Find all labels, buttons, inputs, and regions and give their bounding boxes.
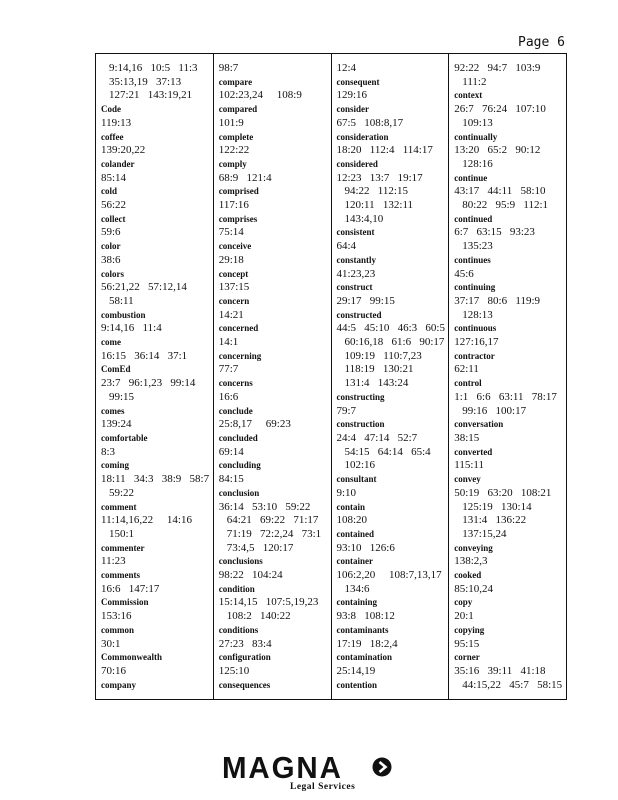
page-line-reference: 26:7 76:24 107:10 [454, 103, 546, 116]
index-term: continues [454, 254, 491, 265]
index-term: comprised [218, 186, 259, 197]
page-line-reference: 143:4,10 [344, 212, 384, 225]
index-term: continuing [454, 282, 496, 293]
page-line-reference: 85:10,24 [454, 582, 494, 595]
page-line-reference: 50:19 63:20 108:21 [454, 486, 552, 499]
index-term: consultant [336, 474, 377, 485]
logo-wordmark: MAGNA [222, 750, 343, 785]
index-term: construct [336, 282, 373, 293]
page-line-reference: 23:7 96:1,23 99:14 [101, 377, 196, 390]
index-term: consideration [336, 131, 389, 142]
page-line-reference: 60:16,18 61:6 90:17 [344, 336, 445, 349]
index-term: complete [218, 131, 254, 142]
index-term: constantly [336, 254, 377, 265]
index-term: conversation [454, 419, 504, 430]
index-term: contamination [336, 652, 393, 663]
index-term: compared [218, 104, 258, 115]
page-line-reference: 43:17 44:11 58:10 [454, 185, 546, 198]
index-term: comprises [218, 213, 258, 224]
index-term: concept [218, 268, 249, 279]
page-line-reference: 16:6 147:17 [101, 582, 160, 595]
index-term: containing [336, 597, 378, 608]
page-line-reference: 20:1 [454, 610, 474, 623]
page-line-reference: 125:10 [218, 664, 250, 677]
index-term: comment [101, 501, 137, 512]
page-line-reference: 24:4 47:14 52:7 [336, 431, 418, 444]
page-line-reference: 135:23 [462, 240, 493, 253]
page-line-reference: 69:14 [218, 445, 244, 458]
index-term: condition [218, 583, 255, 594]
page-line-reference: 118:19 130:21 [344, 363, 414, 376]
page-line-reference: 13:20 65:2 90:12 [454, 144, 541, 157]
page-line-reference: 85:14 [101, 171, 127, 184]
page-line-reference: 109:19 110:7,23 [344, 349, 422, 362]
page-line-reference: 137:15,24 [462, 527, 507, 540]
page-line-reference: 30:1 [101, 637, 121, 650]
page-line-reference: 62:11 [454, 363, 479, 376]
page-line-reference: 59:6 [101, 226, 121, 239]
page-line-reference: 93:8 108:12 [336, 610, 395, 623]
index-term: come [101, 337, 121, 348]
page-line-reference: 84:15 [218, 473, 244, 486]
page-line-reference: 117:16 [218, 199, 249, 212]
page-line-reference: 25:14,19 [336, 664, 376, 677]
page-line-reference: 64:21 69:22 71:17 [226, 514, 319, 527]
page-number: Page 6 [518, 35, 565, 50]
page-line-reference: 56:21,22 57:12,14 [101, 281, 187, 294]
page-line-reference: 109:13 [462, 116, 493, 129]
page-line-reference: 139:20,22 [101, 144, 146, 157]
index-term: color [101, 241, 121, 252]
page-line-reference: 36:14 53:10 59:22 [218, 500, 311, 513]
index-term: copying [454, 624, 485, 635]
index-term: concluding [218, 460, 261, 471]
page-line-reference: 44:5 45:10 46:3 60:5 [336, 322, 445, 335]
index-term: control [454, 378, 482, 389]
page-line-reference: 27:23 83:4 [218, 637, 272, 650]
index-term: convey [454, 474, 481, 485]
page-line-reference: 71:19 72:2,24 73:1 [226, 527, 322, 540]
page-line-reference: 94:22 112:15 [344, 185, 408, 198]
page-line-reference: 8:3 [101, 445, 116, 458]
page-line-reference: 35:16 39:11 41:18 [454, 664, 546, 677]
index-term: conclusion [218, 487, 260, 498]
page-line-reference: 73:4,5 120:17 [226, 541, 294, 554]
index-term: consider [336, 104, 369, 115]
page-line-reference: 131:4 136:22 [462, 514, 527, 527]
index-term: constructing [336, 391, 385, 402]
page-line-reference: 68:9 121:4 [218, 171, 272, 184]
page-line-reference: 44:15,22 45:7 58:15 [462, 678, 563, 691]
page-line-reference: 93:10 126:6 [336, 541, 395, 554]
index-term: comes [101, 405, 125, 416]
page-line-reference: 59:22 [109, 486, 135, 499]
logo-subtitle: Legal Services [290, 782, 356, 792]
page-line-reference: 139:24 [101, 418, 132, 431]
page-line-reference: 129:16 [336, 89, 368, 102]
page-line-reference: 9:14,16 10:5 11:3 [109, 62, 198, 74]
page-line-reference: 35:13,19 37:13 [109, 75, 182, 88]
index-term: consistent [336, 227, 375, 238]
page-line-reference: 122:22 [218, 144, 250, 157]
index-term: copy [454, 597, 473, 608]
index-term: comments [101, 570, 140, 581]
index-term: continued [454, 213, 493, 224]
page-line-reference: 38:6 [101, 253, 121, 266]
page-line-reference: 92:22 94:7 103:9 [454, 62, 541, 74]
index-term: converted [454, 446, 493, 457]
page-line-reference: 102:23,24 108:9 [218, 89, 302, 102]
page-line-reference: 18:20 112:4 114:17 [336, 144, 433, 157]
page-line-reference: 127:21 143:19,21 [109, 89, 193, 102]
index-term: contain [336, 501, 366, 512]
page-line-reference: 1:1 6:6 63:11 78:17 [454, 390, 557, 403]
page-line-reference: 79:7 [336, 404, 357, 417]
page-line-reference: 14:1 [218, 336, 239, 349]
page-line-reference: 128:16 [462, 157, 493, 170]
index-column-1 [96, 54, 214, 699]
index-term: collect [101, 213, 126, 224]
page-line-reference: 119:13 [101, 116, 132, 129]
page-line-reference: 17:19 18:2,4 [336, 637, 398, 650]
index-term: Commonwealth [101, 652, 162, 663]
index-term: conclude [218, 405, 253, 416]
index-term: compare [218, 76, 253, 87]
page-line-reference: 45:6 [454, 267, 474, 280]
page-line-reference: 128:13 [462, 308, 493, 321]
index-term: commenter [101, 542, 145, 553]
index-term: cold [101, 186, 118, 197]
page-line-reference: 9:10 [336, 486, 357, 499]
index-term: continuous [454, 323, 497, 334]
page-line-reference: 80:22 95:9 112:1 [462, 199, 549, 212]
magna-logo [222, 752, 394, 794]
page-line-reference: 11:14,16,22 14:16 [101, 514, 192, 527]
page-line-reference: 108:2 140:22 [226, 610, 291, 623]
index-term: conceive [218, 241, 252, 252]
index-term: continually [454, 131, 498, 142]
page-line-reference: 64:4 [336, 240, 357, 253]
index-term: Code [101, 104, 121, 115]
index-term: ComEd [101, 364, 131, 375]
page-line-reference: 12:4 [336, 62, 357, 74]
page-line-reference: 75:14 [218, 226, 244, 239]
page-line-reference: 138:2,3 [454, 555, 488, 568]
index-term: concluded [218, 432, 258, 443]
index-term: coffee [101, 131, 124, 142]
page-line-reference: 9:14,16 11:4 [101, 322, 162, 335]
page-line-reference: 95:15 [454, 637, 480, 650]
index-term: concerned [218, 323, 259, 334]
index-column-2 [214, 54, 332, 699]
index-term: construction [336, 419, 385, 430]
page-line-reference: 54:15 64:14 65:4 [344, 445, 431, 458]
page-line-reference: 98:7 [218, 62, 239, 74]
index-term: concerning [218, 350, 262, 361]
index-term: colander [101, 158, 135, 169]
index-term: consequent [336, 76, 380, 87]
page-line-reference: 127:16,17 [454, 336, 499, 349]
page-line-reference: 70:16 [101, 664, 127, 677]
page-line-reference: 108:20 [336, 514, 368, 527]
page-line-reference: 106:2,20 108:7,13,17 [336, 569, 442, 582]
arrow-circle-icon [372, 757, 392, 777]
index-term: company [101, 679, 137, 690]
page-line-reference: 99:16 100:17 [462, 404, 527, 417]
page-line-reference: 111:2 [462, 75, 487, 88]
page-line-reference: 120:11 132:11 [344, 199, 414, 212]
page-line-reference: 15:14,15 107:5,19,23 [218, 596, 319, 609]
page-line-reference: 58:11 [109, 294, 134, 307]
page-line-reference: 115:11 [454, 459, 484, 472]
page-line-reference: 98:22 104:24 [218, 569, 283, 582]
index-term: comply [218, 158, 247, 169]
index-term: concern [218, 295, 250, 306]
index-term: Commission [101, 597, 149, 608]
page-line-reference: 101:9 [218, 116, 244, 129]
page-line-reference: 11:23 [101, 555, 126, 568]
index-term: continue [454, 172, 488, 183]
page-line-reference: 137:15 [218, 281, 250, 294]
index-term: container [336, 556, 373, 567]
index-term: conditions [218, 624, 259, 635]
index-column-3 [332, 54, 450, 699]
page-line-reference: 102:16 [344, 459, 376, 472]
page-line-reference: 38:15 [454, 431, 480, 444]
page-line-reference: 29:17 99:15 [336, 294, 395, 307]
index-term: corner [454, 652, 480, 663]
index-term: contained [336, 528, 375, 539]
index-term: context [454, 90, 483, 101]
index-term: cooked [454, 570, 482, 581]
index-term: concerns [218, 378, 253, 389]
page-line-reference: 153:16 [101, 610, 132, 623]
index-term: consequences [218, 679, 271, 690]
page-line-reference: 134:6 [344, 582, 370, 595]
index-term: coming [101, 460, 129, 471]
page-line-reference: 18:11 34:3 38:9 58:7 [101, 473, 210, 486]
page-line-reference: 150:1 [109, 527, 135, 540]
word-index-table [95, 53, 567, 700]
page-line-reference: 29:18 [218, 253, 244, 266]
page-line-reference: 14:21 [218, 308, 244, 321]
page-line-reference: 125:19 130:14 [462, 500, 532, 513]
page-line-reference: 56:22 [101, 199, 127, 212]
index-column-4 [449, 54, 566, 699]
page-line-reference: 67:5 108:8,17 [336, 116, 404, 129]
index-term: combustion [101, 309, 146, 320]
index-term: conclusions [218, 556, 263, 567]
page-line-reference: 16:15 36:14 37:1 [101, 349, 188, 362]
page-line-reference: 25:8,17 69:23 [218, 418, 291, 431]
index-term: contention [336, 679, 377, 690]
index-term: contaminants [336, 624, 389, 635]
page-line-reference: 41:23,23 [336, 267, 376, 280]
index-term: comfortable [101, 432, 148, 443]
index-term: contractor [454, 350, 495, 361]
index-term: configuration [218, 652, 271, 663]
index-term: constructed [336, 309, 382, 320]
page-line-reference: 6:7 63:15 93:23 [454, 226, 535, 239]
page-line-reference: 99:15 [109, 390, 135, 403]
page-line-reference: 16:6 [218, 390, 239, 403]
index-term: considered [336, 158, 378, 169]
page-line-reference: 12:23 13:7 19:17 [336, 171, 423, 184]
page-line-reference: 37:17 80:6 119:9 [454, 294, 541, 307]
index-term: colors [101, 268, 124, 279]
index-term: common [101, 624, 134, 635]
index-term: conveying [454, 542, 493, 553]
page-line-reference: 77:7 [218, 363, 239, 376]
page-line-reference: 131:4 143:24 [344, 377, 409, 390]
